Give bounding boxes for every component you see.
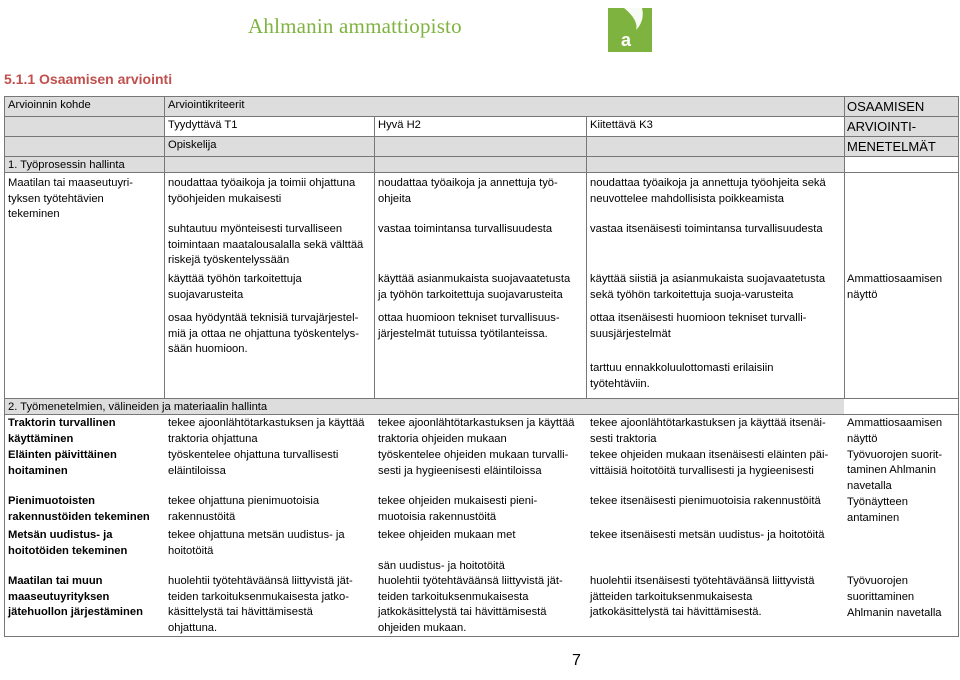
- target-cell: Pienimuotoisten: [8, 495, 96, 507]
- criteria-t1-cell: eläintiloissa: [168, 464, 226, 477]
- brand-name: Ahlmanin ammattiopisto: [248, 14, 462, 38]
- criteria-h2-cell: traktoria ohjeiden mukaan: [378, 432, 507, 445]
- logo-letter: a: [621, 30, 632, 50]
- criteria-h2-cell: työskentelee ohjeiden mukaan turvalli-: [378, 449, 569, 461]
- criteria-t1-cell: rakennustöitä: [168, 510, 236, 523]
- criteria-k3-cell: tekee itsenäisesti metsän uudistus- ja hoitotöitä: [590, 529, 825, 541]
- criteria-t1-cell: hoitotöitä: [168, 544, 214, 557]
- section1-title: 1. Työprosessin hallinta: [8, 159, 125, 171]
- criteria-t1-cell: tekee ohjattuna pienimuotoisia: [168, 495, 320, 507]
- criteria-h2-cell: ohjeiden mukaan.: [378, 621, 467, 634]
- criteria-h2-cell: teiden tarkoituksenmukaisesta: [378, 590, 529, 603]
- table-rule: [586, 116, 587, 398]
- target-cell: rakennustöiden tekeminen: [8, 510, 150, 523]
- section1-target: Maatilan tai maaseutuyri-: [8, 177, 133, 189]
- criteria-h2-cell: ja työhön tarkoitettuja suojavarusteita: [378, 288, 563, 301]
- criteria-h2-cell: sesti ja hygieenisesti eläintiloissa: [378, 464, 542, 477]
- criteria-t1-cell: suhtautuu myönteisesti turvalliseen: [168, 223, 343, 235]
- criteria-t1-cell: tekee ohjattuna metsän uudistus- ja: [168, 529, 345, 541]
- table-rule: [4, 156, 958, 157]
- criteria-k3-cell: suusjärjestelmät: [590, 327, 671, 340]
- criteria-t1-cell: sään huomioon.: [168, 343, 248, 355]
- method-cell: Ammattiosaamisen: [847, 417, 943, 429]
- criteria-k3-cell: käyttää siistiä ja asianmukaista suojavaatetusta: [590, 273, 826, 285]
- method-cell: Ammattiosaamisen: [847, 273, 943, 285]
- criteria-h2-cell: ohjeita: [378, 192, 411, 205]
- criteria-h2-cell: huolehtii työtehtäväänsä liittyvistä jät-: [378, 575, 563, 587]
- criteria-t1-cell: suojavarusteita: [168, 288, 244, 301]
- criteria-k3-cell: vastaa itsenäisesti toimintansa turvallisuudesta: [590, 223, 823, 235]
- criteria-k3-cell: vittäisiä hoitotöitä turvallisesti ja hygieenisesti: [590, 464, 814, 477]
- method-cell: navetalla: [847, 480, 892, 493]
- col-criteria-header: Arviointikriteerit: [168, 99, 245, 111]
- criteria-t1-cell: teiden tarkoituksenmukaisesta jatko-: [168, 590, 349, 603]
- criteria-k3-cell: tekee itsenäisesti pienimuotoisia rakennustöitä: [590, 495, 821, 507]
- col-methods-header: OSAAMISEN: [847, 99, 925, 114]
- table-rule: [4, 172, 958, 173]
- target-cell: jätehuollon järjestäminen: [8, 606, 143, 618]
- criteria-k3-cell: tekee ajoonlähtötarkastuksen ja käyttää itsenäi-: [590, 417, 826, 429]
- method-cell: Työvuorojen suorit-: [847, 448, 943, 461]
- criteria-k3-cell: noudattaa työaikoja ja annettuja työohjeita sekä: [590, 177, 826, 189]
- criteria-k3-cell: jätteiden tarkoituksenmukaisesta: [590, 590, 753, 603]
- criteria-h2-cell: tekee ajoonlähtötarkastuksen ja käyttää: [378, 417, 575, 429]
- criteria-h2-cell: järjestelmät tutuissa työtilanteissa.: [378, 327, 548, 340]
- criteria-t1-cell: toimintaan maatalousalalla sekä välttää: [168, 238, 364, 251]
- page-number: 7: [572, 652, 581, 669]
- criteria-h2-cell: muotoisia rakennustöitä: [378, 510, 497, 523]
- col-target-header: Arvioinnin kohde: [8, 99, 91, 111]
- criteria-k3-cell: sekä työhön tarkoitettuja suoja-varusteita: [590, 288, 794, 301]
- table-rule: [4, 96, 5, 637]
- method-cell: näyttö: [847, 432, 878, 445]
- table-rule: [374, 116, 375, 398]
- header-shade: [164, 96, 844, 116]
- criteria-t1-cell: traktoria ohjattuna: [168, 432, 258, 445]
- criteria-t1-cell: työohjeiden mukaisesti: [168, 192, 282, 205]
- target-cell: Maatilan tai muun: [8, 575, 103, 587]
- table-rule: [958, 96, 959, 637]
- criteria-k3-cell: työtehtäviin.: [590, 377, 650, 390]
- criteria-h2-cell: noudattaa työaikoja ja annettuja työ-: [378, 177, 558, 189]
- col-methods-header: MENETELMÄT: [847, 139, 936, 154]
- criteria-t1-cell: tekee ajoonlähtötarkastuksen ja käyttää: [168, 417, 365, 429]
- target-cell: Eläinten päivittäinen: [8, 449, 117, 461]
- method-cell: Ahlmanin navetalla: [847, 606, 942, 619]
- method-cell: taminen Ahlmanin: [847, 464, 936, 477]
- table-rule: [4, 116, 958, 117]
- logo-icon: [608, 8, 652, 52]
- criteria-t1-cell: riskejä työskentelyssään: [168, 254, 290, 266]
- criteria-h2-cell: käyttää asianmukaista suojavaatetusta: [378, 273, 571, 285]
- criteria-k3-cell: sesti traktoria: [590, 432, 657, 445]
- criteria-k3-cell: tarttuu ennakkoluulottomasti erilaisiin: [590, 362, 774, 374]
- method-cell: suorittaminen: [847, 590, 915, 603]
- method-cell: Työnäytteen: [847, 496, 908, 508]
- section2-title: 2. Työmenetelmien, välineiden ja materiaalin hallinta: [8, 401, 268, 413]
- criteria-h2-cell: tekee ohjeiden mukaisesti pieni-: [378, 495, 538, 507]
- criteria-k3-cell: jatkokäsittelystä tai hävittämisestä.: [590, 606, 762, 618]
- method-cell: näyttö: [847, 288, 878, 301]
- criteria-h2-cell: vastaa toimintansa turvallisuudesta: [378, 223, 553, 235]
- section1-target: tyksen työtehtävien: [8, 192, 104, 205]
- table-rule: [4, 636, 958, 637]
- level-k3-header: Kiitettävä K3: [590, 119, 653, 131]
- criteria-h2-cell: sän uudistus- ja hoitotöitä: [378, 560, 505, 572]
- student-header: Opiskelija: [168, 139, 217, 151]
- section-shade: [4, 156, 844, 172]
- section-heading: 5.1.1 Osaamisen arviointi: [4, 71, 173, 87]
- target-cell: hoitaminen: [8, 464, 68, 477]
- target-cell: maaseutuyrityksen: [8, 590, 110, 603]
- level-t1-header: Tyydyttävä T1: [168, 119, 238, 131]
- criteria-t1-cell: ohjattuna.: [168, 621, 218, 634]
- table-rule: [4, 398, 958, 399]
- criteria-t1-cell: noudattaa työaikoja ja toimii ohjattuna: [168, 177, 356, 189]
- target-cell: Metsän uudistus- ja: [8, 529, 113, 541]
- criteria-h2-cell: ottaa huomioon tekniset turvallisuus-: [378, 312, 560, 324]
- criteria-h2-cell: tekee ohjeiden mukaan met: [378, 529, 516, 541]
- criteria-t1-cell: huolehtii työtehtäväänsä liittyvistä jät-: [168, 575, 353, 587]
- target-cell: hoitotöiden tekeminen: [8, 544, 128, 557]
- logo: [608, 8, 652, 52]
- level-h2-header: Hyvä H2: [378, 119, 421, 131]
- target-cell: Traktorin turvallinen: [8, 417, 116, 429]
- table-rule: [164, 96, 165, 398]
- criteria-t1-cell: käyttää työhön tarkoitettuja: [168, 273, 302, 285]
- criteria-t1-cell: työskentelee ohjattuna turvallisesti: [168, 449, 339, 461]
- col-methods-header: ARVIOINTI-: [847, 119, 917, 134]
- criteria-t1-cell: miä ja ottaa ne ohjattuna työskentelys-: [168, 327, 359, 340]
- criteria-h2-cell: jatkokäsittelystä tai hävittämisestä: [378, 606, 547, 618]
- section1-target: tekeminen: [8, 208, 60, 220]
- criteria-k3-cell: ottaa itsenäisesti huomioon tekniset turvalli-: [590, 312, 807, 324]
- criteria-k3-cell: huolehtii itsenäisesti työtehtäväänsä liittyvistä: [590, 575, 815, 587]
- table-rule: [4, 136, 958, 137]
- criteria-t1-cell: käsittelystä tai hävittämisestä: [168, 606, 313, 618]
- criteria-k3-cell: neuvottelee mahdollisista poikkeamista: [590, 192, 785, 205]
- target-cell: käyttäminen: [8, 432, 74, 445]
- criteria-k3-cell: tekee ohjeiden mukaan itsenäisesti eläinten päi-: [590, 449, 829, 461]
- table-rule: [4, 96, 958, 97]
- criteria-t1-cell: osaa hyödyntää teknisiä turvajärjestel-: [168, 312, 359, 324]
- table-rule: [844, 96, 845, 398]
- header-shade: [164, 136, 844, 156]
- method-cell: antaminen: [847, 511, 900, 524]
- method-cell: Työvuorojen: [847, 575, 908, 587]
